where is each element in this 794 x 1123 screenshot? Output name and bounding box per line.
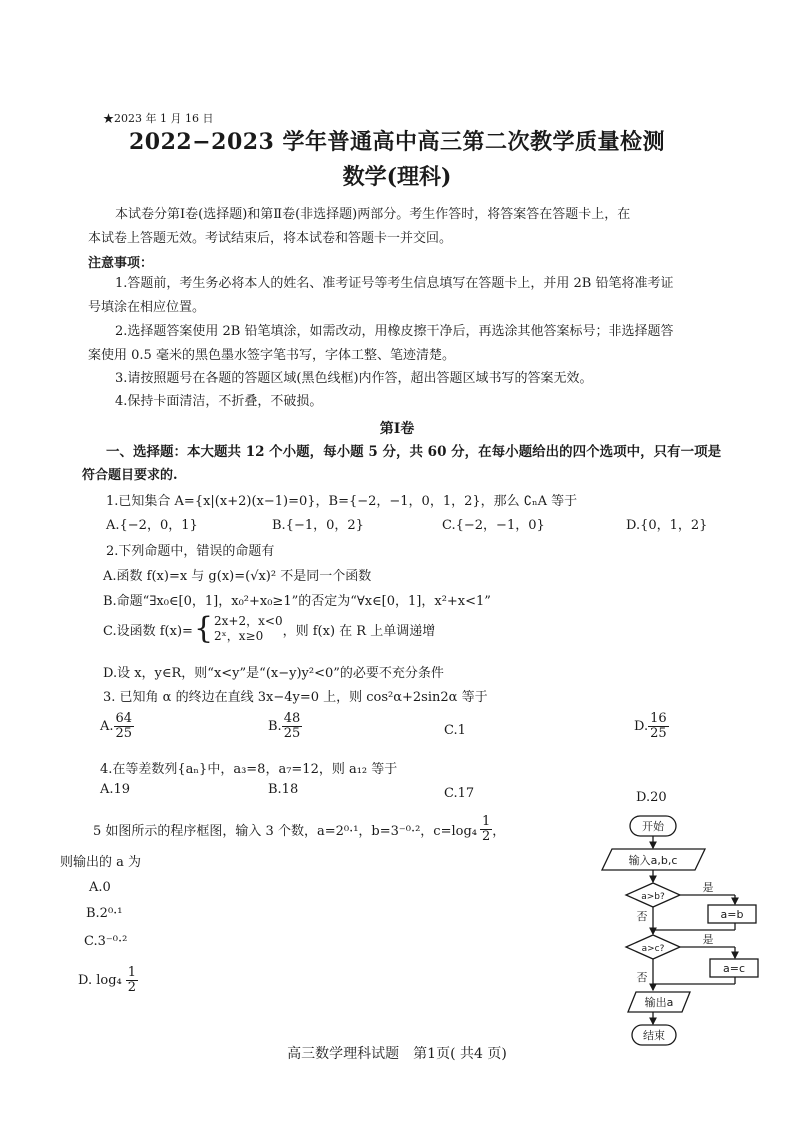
- notice-3: 3.请按照题号在各题的答题区域(黑色线框)内作答，超出答题区域书写的答案无效。: [115, 371, 593, 386]
- q1-option-b: B.{−1，0，2}: [272, 518, 364, 533]
- q2-option-a: A.函数 f(x)=x 与 g(x)=(√x)² 不是同一个函数: [103, 569, 372, 584]
- q2-option-b: B.命题“∃x₀∈[0，1]，x₀²+x₀≥1”的否定为“∀x∈[0，1]，x²+x<1”: [103, 594, 491, 609]
- q3-a-num: 64: [115, 711, 133, 726]
- q5-stem-num: 1: [482, 814, 491, 829]
- q3-b-label: B.: [268, 719, 282, 735]
- q3-b-den: 25: [283, 726, 301, 742]
- intro-line-2: 本试卷上答题无效。考试结束后，将本试卷和答题卡一并交回。: [88, 231, 453, 246]
- part1-line-1: 一、选择题：本大题共 12 个小题，每小题 5 分，共 60 分，在每小题给出的四个选项中，只有一项是: [106, 444, 722, 460]
- q3-b-fraction: [282, 712, 303, 742]
- q2-c-case-1: 2x+2，x<0: [214, 614, 283, 628]
- part1-line-2: 符合题目要求的.: [82, 468, 178, 483]
- q3-a-fraction: [114, 712, 135, 742]
- q1-option-a: A.{−2，0，1}: [106, 518, 198, 533]
- q1-option-d: D.{0，1，2}: [626, 518, 708, 533]
- q3-a-den: 25: [115, 726, 133, 742]
- flow-yes1-label: 是: [702, 881, 714, 894]
- q2-c-cases: [214, 614, 283, 644]
- q1-stem: 1.已知集合 A={x|(x+2)(x−1)=0}，B={−2，−1，0，1，2}，那么 ∁ₙA 等于: [106, 494, 578, 509]
- q5-stem: [93, 815, 505, 845]
- program-flowchart: [590, 812, 770, 1052]
- q2-c-prefix: C.设函数 f(x)=: [103, 623, 193, 639]
- exam-date: ★2023 年 1 月 16 日: [103, 112, 214, 125]
- q3-option-c: C.1: [444, 723, 466, 738]
- q2-c-suffix: ，则 f(x) 在 R 上单调递增: [282, 623, 436, 639]
- q5-d-num: 1: [127, 965, 137, 980]
- flow-output-label: 输出a: [644, 996, 674, 1009]
- q2-option-c: [103, 611, 436, 646]
- q5-option-a: A.0: [89, 880, 111, 895]
- flow-yes2-label: 是: [702, 933, 714, 946]
- q5-option-d: [78, 966, 138, 996]
- flow-end-label: 结束: [643, 1029, 665, 1042]
- notice-title: 注意事项：: [88, 256, 154, 271]
- q3-d-den: 25: [650, 726, 667, 742]
- exam-subtitle: 数学(理科): [342, 164, 452, 190]
- q3-option-a: [100, 712, 134, 742]
- q3-d-num: 16: [650, 711, 667, 726]
- notice-1a: 1.答题前，考生务必将本人的姓名、准考证号等考生信息填写在答题卡上，并用 2B 铅笔将准考证: [115, 276, 674, 291]
- q3-b-num: 48: [283, 711, 301, 726]
- q5-stem-den: 2: [482, 829, 491, 845]
- notice-4: 4.保持卡面清洁，不折叠，不破损。: [115, 394, 323, 409]
- flow-start-label: 开始: [642, 820, 664, 833]
- q5-d-prefix: D. log₄: [78, 973, 122, 989]
- q5-stem-fraction: [480, 815, 492, 845]
- brace-symbol: {: [193, 611, 214, 646]
- q3-option-d: [634, 712, 669, 742]
- q5-d-den: 2: [127, 980, 137, 996]
- section-title: 第Ⅰ卷: [379, 421, 415, 437]
- q4-option-c: C.17: [444, 786, 475, 801]
- q5-option-c: C.3⁻⁰·²: [84, 934, 128, 949]
- q5-stem-end: ，: [492, 824, 506, 840]
- q3-stem: 3. 已知角 α 的终边在直线 3x−4y=0 上，则 cos²α+2sin2α 等于: [103, 690, 488, 705]
- q2-option-d: D.设 x，y∈R，则“x<y”是“(x−y)y²<0”的必要不充分条件: [103, 666, 444, 681]
- q4-option-a: A.19: [100, 782, 131, 797]
- q2-c-case-2: 2ˣ，x≥0: [214, 629, 264, 643]
- q3-d-fraction: [648, 712, 669, 742]
- notice-2a: 2.选择题答案使用 2B 铅笔填涂，如需改动，用橡皮擦干净后，再选涂其他答案标号；非选择题答: [115, 324, 674, 339]
- q4-option-d: D.20: [636, 790, 667, 805]
- q3-option-b: [268, 712, 302, 742]
- q5-option-b: B.2⁰·¹: [86, 906, 123, 921]
- flow-cond1-label: a>b?: [641, 892, 665, 902]
- q5-stem-2: 则输出的 a 为: [60, 855, 142, 870]
- q4-option-b: B.18: [268, 782, 299, 797]
- q2-stem: 2.下列命题中，错误的命题有: [106, 544, 275, 559]
- notice-2b: 案使用 0.5 毫米的黑色墨水签字笔书写，字体工整、笔迹清楚。: [88, 348, 455, 363]
- exam-title: 2022−2023 学年普通高中高三第二次教学质量检测: [128, 129, 666, 155]
- q4-stem: 4.在等差数列{aₙ}中，a₃=8，a₇=12，则 a₁₂ 等于: [100, 762, 398, 777]
- q3-a-label: A.: [100, 719, 114, 735]
- q5-d-fraction: [126, 966, 138, 996]
- q3-d-label: D.: [634, 719, 649, 735]
- flow-no1-label: 否: [636, 910, 648, 923]
- intro-line-1: 本试卷分第Ⅰ卷(选择题)和第Ⅱ卷(非选择题)两部分。考生作答时，将答案答在答题卡上，在: [115, 207, 631, 222]
- flow-input-label: 输入a,b,c: [628, 854, 678, 867]
- page-footer: 高三数学理科试题 第1页( 共4 页): [287, 1046, 507, 1062]
- notice-1b: 号填涂在相应位置。: [88, 300, 206, 315]
- flow-assign2-label: a=c: [722, 962, 746, 975]
- flow-no2-label: 否: [636, 971, 648, 984]
- q5-stem-text: 5 如图所示的程序框图，输入 3 个数，a=2⁰·¹，b=3⁻⁰·²，c=log₄: [93, 824, 478, 840]
- flow-assign1-label: a=b: [720, 908, 744, 921]
- flow-cond2-label: a>c?: [641, 944, 665, 954]
- q1-option-c: C.{−2，−1，0}: [442, 518, 545, 533]
